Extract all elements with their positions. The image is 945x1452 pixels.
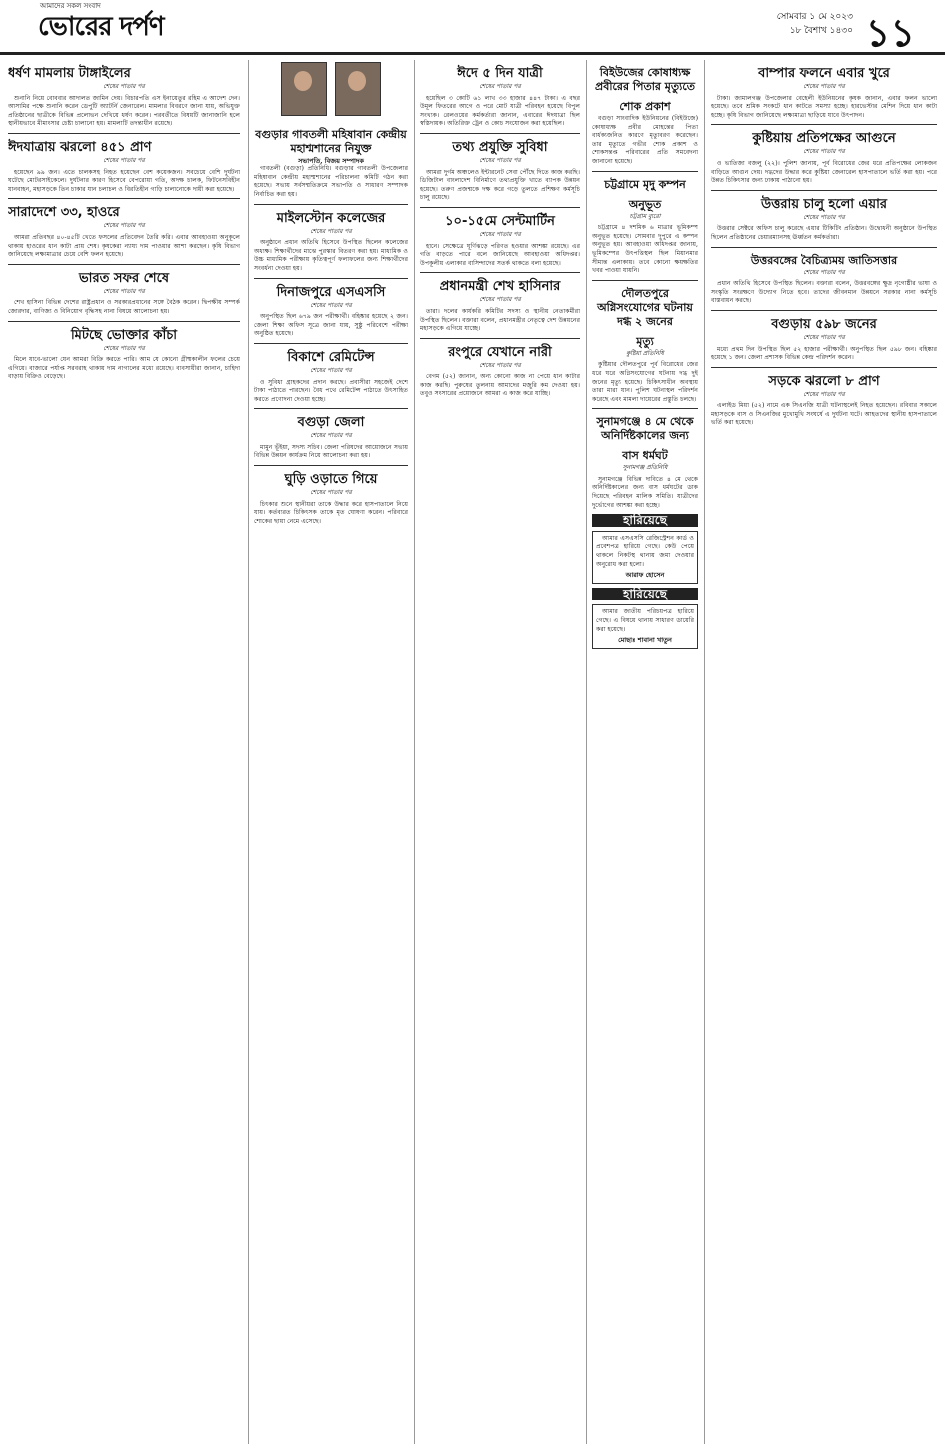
continued-label: শেষের পাতার পর bbox=[479, 230, 521, 238]
article-text: বগুড়া সাংবাদিক ইউনিয়নের (বিইউজে) কোষাধ্যক্ষ প্রবীর মোহন্তের পিতা বার্ধক্যজনিত কারণে মৃত্যুবরণ করেছেন। তার মৃত্যুতে গভীর শোক প্রকাশ ও শোকসন্তপ্ত পরিবারের প্রতি সমবেদনা জানানো হয়েছে। bbox=[592, 115, 698, 165]
article-text: অনুষ্ঠানে প্রধান অতিথি হিসেবে উপস্থিত ছিলেন কলেজের অধ্যক্ষ। শিক্ষার্থীদের মাঝে পুরস্কার বিতরণ করা হয়। মাধ্যমিক ও উচ্চ মাধ্যমিক পরীক্ষায় কৃতিত্বপূর্ণ ফলাফলের জন্য শিক্ষার্থীদের সংবর্ধনা দেওয়া হয়। bbox=[254, 239, 408, 272]
column-5 bbox=[704, 60, 937, 1444]
logo-text: ভোরের দর্পণ bbox=[38, 12, 164, 42]
headline: ঈদে ৫ দিন যাত্রী bbox=[457, 66, 543, 81]
divider bbox=[592, 280, 698, 281]
article-text: অনুপস্থিত ছিল ৬৭৯ জন পরীক্ষার্থী। বহিষ্কার হয়েছে ২ জন। জেলা শিক্ষা অফিস সূত্রে জানা যায়, সুষ্ঠু পরিবেশে পরীক্ষা অনুষ্ঠিত হয়েছে। bbox=[254, 313, 408, 338]
headline: বগুড়ার গাবতলী মহিষাবান কেন্দ্রীয় মহাশ্মশানের নিযুক্ত bbox=[255, 127, 407, 155]
article-text: মিলে যাবে-ভালো যেন আমরা বিক্রি করতে পারি। আম যে কোনো গ্রীষ্মকালীন ফলের চেয়ে এগিয়ে। বাজারে পর্যাপ্ত সরবরাহ থাকায় দাম নাগালের মধ্যে রয়েছে। ব্যবসায়ীরা জানান, চাহিদা বাড়ায় বিক্রিও বেড়েছে। bbox=[8, 356, 240, 381]
continued-label: শেষের পাতার পর bbox=[479, 156, 521, 164]
headline: তথ্য প্রযুক্তি সুবিধা bbox=[452, 139, 548, 155]
sub-headline: সভাপতি, বিজয় সম্পাদক bbox=[298, 156, 364, 165]
headline: বগুড়ায় ৫৯৮ জনের bbox=[771, 316, 877, 332]
article-text: চিৎকার শুনে স্থানীয়রা তাকে উদ্ধার করে হাসপাতালে নিয়ে যায়। কর্তব্যরত চিকিৎসক তাকে মৃত ঘোষণা করেন। পরিবারে শোকের ছায়া নেমে এসেছে। bbox=[254, 500, 408, 525]
column-1 bbox=[8, 60, 245, 1444]
page-number: ১১ bbox=[865, 11, 915, 55]
divider bbox=[711, 367, 937, 368]
date-gregorian: সোমবার ১ মে ২০২৩ bbox=[776, 12, 853, 22]
byline: চট্টগ্রাম ব্যুরো bbox=[629, 212, 661, 220]
headline: উত্তরবঙ্গের বৈচিত্র্যময় জাতিসত্তার bbox=[750, 253, 898, 267]
headline-continued: শোক প্রকাশ bbox=[619, 100, 671, 113]
continued-label: শেষের পাতার পর bbox=[103, 83, 145, 90]
article-text: সুনামগঞ্জে বিভিন্ন দাবিতে ৪ মে থেকে অনির্দিষ্টকালের জন্য বাস ধর্মঘটের ডাক দিয়েছে পরিবহন মালিক সমিতি। যাত্রীদের দুর্ভোগের আশঙ্কা করা হচ্ছে। bbox=[592, 475, 698, 509]
continued-label: শেষের পাতার পর bbox=[310, 366, 352, 374]
continued-label: শেষের পাতার পর bbox=[803, 390, 845, 398]
article-text: শেখ হাসিনা বিভিন্ন দেশের রাষ্ট্রপ্রধান ও সরকারপ্রধানের সঙ্গে বৈঠক করেন। দ্বিপক্ষীয় সম্পর্ক জোরদার, বাণিজ্য ও বিনিয়োগ বৃদ্ধিসহ নানা বিষয়ে আলোচনা হয়। bbox=[8, 299, 240, 315]
lost-notice bbox=[592, 604, 698, 648]
article-text: চট্টগ্রামে ৪ দশমিক ৬ মাত্রার ভূমিকম্প অনুভূত হয়েছে। সোমবার দুপুরে এ কম্পন অনুভূত হয়। আবহাওয়া অধিদপ্তর জানায়, ভূমিকম্পের উৎপত্তিস্থল ছিল মিয়ানমার সীমান্ত এলাকায়। তবে কোনো ক্ষয়ক্ষতির খবর পাওয়া যায়নি। bbox=[592, 224, 698, 275]
headline: সুনামগঞ্জে ৪ মে থেকে অনির্দিষ্টকালের জন্য bbox=[596, 415, 694, 443]
divider bbox=[711, 124, 937, 125]
headline-continued: মৃত্যু bbox=[636, 334, 654, 348]
divider bbox=[8, 264, 240, 265]
portrait-photo bbox=[281, 62, 327, 116]
headline-continued: বাস ধর্মঘট bbox=[622, 449, 668, 463]
article-text: এলাইড মিয়া (৫২) নামে এক সিএনজি যাত্রী ঘটনাস্থলেই নিহত হয়েছেন। রবিবার সকালে মহাসড়কে বাস ও সিএনজির মুখোমুখি সংঘর্ষে এ দুর্ঘটনা ঘটে। আহতদের স্থানীয় হাসপাতালে ভর্তি করা হয়েছে। bbox=[711, 402, 937, 427]
column-2 bbox=[248, 60, 413, 1444]
dateline bbox=[777, 10, 853, 38]
continued-label: শেষের পাতার পর bbox=[803, 83, 845, 90]
divider bbox=[254, 343, 408, 344]
headline: বিইউজের কোষাধ্যক্ষ প্রবীরের পিতার মৃত্যুতে bbox=[595, 66, 695, 93]
article-text: টাকা। জামালগঞ্জ উপজেলার বেহেলী ইউনিয়নের কৃষক জানান, এবার ফলন ভালো হয়েছে। তবে শ্রমিক সংকটে ধান কাটতে সমস্যা হচ্ছে। হারভেস্টার মেশিন দিয়ে ধান কাটা হচ্ছে। কৃষি বিভাগ জানিয়েছে লক্ষ্যমাত্রা ছাড়িয়ে যাবে উৎপাদন। bbox=[711, 94, 937, 119]
byline: কুষ্টিয়া প্রতিনিধি bbox=[626, 349, 664, 357]
continued-label: শেষের পাতার পর bbox=[803, 213, 845, 221]
divider bbox=[592, 408, 698, 409]
headline: বগুড়া জেলা bbox=[297, 415, 365, 431]
article-text: উত্তরার সেক্টরে অফিস চালু করেছে এয়ার টিকিটিং প্রতিষ্ঠান। উদ্বোধনী অনুষ্ঠানে উপস্থিত ছিলেন প্রতিষ্ঠানের চেয়ারম্যানসহ ঊর্ধ্বতন কর্মকর্তারা। bbox=[711, 225, 937, 241]
date-bengali: ১৮ বৈশাখ ১৪৩০ bbox=[789, 26, 853, 36]
portrait-photo bbox=[335, 62, 381, 116]
column-3 bbox=[414, 60, 585, 1444]
lost-notice-name: আরাফ হোসেন bbox=[625, 571, 665, 580]
headline: ধর্ষণ মামলায় টাঙ্গাইলের bbox=[8, 66, 131, 81]
headline: দিনাজপুরে এসএসসি bbox=[276, 284, 386, 300]
continued-label: শেষের পাতার পর bbox=[803, 148, 845, 156]
continued-label: শেষের পাতার পর bbox=[103, 222, 145, 230]
headline: ঘুড়ি ওড়াতে গিয়ে bbox=[284, 472, 378, 488]
continued-label: শেষের পাতার পর bbox=[310, 489, 352, 497]
headline: বাম্পার ফলনে এবার খুরে bbox=[758, 66, 890, 81]
headline-continued: অনুভূত bbox=[628, 197, 662, 211]
divider bbox=[420, 207, 580, 208]
headline: সারাদেশে ৩৩, হাওরে bbox=[8, 205, 120, 221]
headline: চট্টগ্রামে মৃদু কম্পন bbox=[604, 177, 686, 191]
article-text: আমরা দুর্গম অঞ্চলেও ইন্টারনেট সেবা পৌঁছে দিতে কাজ করছি। ডিজিটাল বাংলাদেশ বিনির্মাণে তথ্যপ্রযুক্তি খাতে ব্যাপক উন্নয়ন হয়েছে। তরুণ প্রজন্মকে দক্ষ করে গড়ে তুলতে প্রশিক্ষণ কর্মসূচি চালু রয়েছে। bbox=[420, 168, 580, 202]
lost-notice-name: মোছাঃ শাবানা খাতুন bbox=[618, 636, 672, 645]
divider bbox=[420, 272, 580, 273]
newspaper-logo bbox=[38, 2, 164, 50]
continued-label: শেষের পাতার পর bbox=[310, 227, 352, 235]
masthead bbox=[0, 0, 945, 55]
headline: উত্তরায় চালু হলো এয়ার bbox=[760, 196, 888, 212]
article-text: ও সুবিধা গ্রাহকদের প্রদান করছে। প্রবাসীরা সহজেই দেশে টাকা পাঠাতে পারছেন। বৈধ পথে রেমিটেন্স পাঠাতে উৎসাহিত করতে প্রণোদনা দেওয়া হচ্ছে। bbox=[254, 378, 408, 403]
continued-label: শেষের পাতার পর bbox=[310, 432, 352, 440]
headline: কুষ্টিয়ায় প্রতিপক্ষের আগুনে bbox=[752, 131, 896, 147]
headline: ঈদযাত্রায় ঝরলো ৪৫১ প্রাণ bbox=[8, 139, 152, 155]
divider bbox=[592, 171, 698, 172]
continued-label: শেষের পাতার পর bbox=[103, 287, 145, 295]
divider bbox=[254, 204, 408, 205]
lost-notice-text: আমার এসএসসি রেজিস্ট্রেশন কার্ড ও প্রবেশপত্র হারিয়ে গেছে। কেউ পেয়ে থাকলে নিকটস্থ থানায় জমা দেওয়ার অনুরোধ করা হলো। bbox=[596, 534, 694, 568]
lost-notice-text: আমার জাতীয় পরিচয়পত্র হারিয়ে গেছে। এ বিষয়ে থানায় সাধারণ ডায়েরি করা হয়েছে। bbox=[596, 608, 694, 633]
headline: মিটছে ভোক্তার কাঁচা bbox=[70, 327, 178, 343]
divider bbox=[8, 133, 240, 134]
logo-tagline: আমাদের সকল সংবাদ bbox=[40, 2, 101, 10]
continued-label: শেষের পাতার পর bbox=[803, 268, 845, 276]
lost-notice-title: হারিয়েছে bbox=[592, 514, 698, 527]
column-4 bbox=[586, 60, 703, 1444]
divider bbox=[711, 310, 937, 311]
article-text: হয়েছেন ৯৯ জন। এতে চালকসহ নিহত হয়েছেন বেশ কয়েকজন। সবচেয়ে বেশি দুর্ঘটনা ঘটেছে মোটরসাইকেলে। দুর্ঘটনার কারণ হিসেবে বেপরোয়া গতি, অদক্ষ চালক, ফিটনেসবিহীন যানবাহন, মহাসড়কে তিন চাকার যান চলাচল ও বিরতিহীন গাড়ি চালানোকে দায়ী করা হয়েছে। bbox=[8, 168, 240, 193]
article-text: বেগম (৫২) জানান, অন্য কোনো কাজ না পেয়ে ধান কাটার কাজ করছি। পুরুষের তুলনায় আমাদের মজুরি কম দেওয়া হয়। তবুও সংসারের প্রয়োজনে আমরা এ কাজ করে যাচ্ছি। bbox=[420, 373, 580, 398]
article-text: মামুন ভূঁইয়া, সদস্য সচিব। জেলা পরিষদের আয়োজনে সভায় বিভিন্ন উন্নয়ন কার্যক্রম নিয়ে আলোচনা করা হয়। bbox=[254, 443, 408, 460]
lost-notice-title: হারিয়েছে bbox=[592, 588, 698, 601]
divider bbox=[711, 190, 937, 191]
article-text: আমরা প্রতিবছর ৪০-৪৫টি খেতে ফসলের প্রতিবেদন তৈরি করি। এবার আবহাওয়া অনুকূলে থাকায় হাওরের ধান কাটা প্রায় শেষ। কৃষকেরা ন্যায্য দাম পাওয়ার আশা করছেন। কৃষি বিভাগ জানিয়েছে লক্ষ্যমাত্রার চেয়ে বেশি ফলন হয়েছে। bbox=[8, 233, 240, 259]
continued-label: শেষের পাতার পর bbox=[803, 333, 845, 341]
continued-label: শেষের পাতার পর bbox=[103, 156, 145, 164]
headline: ভারত সফর শেষে bbox=[78, 270, 169, 286]
article-text: হানে। সেক্ষেত্রে ঘূর্ণিঝড়ে পরিণত হওয়ার আশঙ্কা রয়েছে। এর গতি বাড়তে পারে বলে জানিয়েছে আবহাওয়া অধিদপ্তর। উপকূলীয় এলাকার বাসিন্দাদের সতর্ক থাকতে বলা হয়েছে। bbox=[420, 242, 580, 267]
article-text: তারা। দলের কার্যকরি কমিটির সদস্য ও স্থানীয় নেতাকর্মীরা উপস্থিত ছিলেন। বক্তারা বলেন, প্রধানমন্ত্রীর নেতৃত্বে দেশ উন্নয়নের মহাসড়কে এগিয়ে যাচ্ছে। bbox=[420, 307, 580, 333]
divider bbox=[420, 338, 580, 339]
article-text: হয়েছিল ৩ কোটি ৬১ লাখ ৩৩ হাজার ৪৪৭ টাকা। এ বছর উমূল ফিতরের আগে ও পরে মোট যাত্রী পরিবহন হয়েছে বিপুল সংখ্যক। রেলওয়ের কর্মকর্তারা জানান, এবারের ঈদযাত্রা ছিল স্বস্তিদায়ক। অতিরিক্ত ট্রেন ও কোচ সংযোজন করা হয়েছিল। bbox=[420, 94, 580, 128]
continued-label: শেষের পাতার পর bbox=[310, 301, 352, 309]
byline: সুনামগঞ্জ প্রতিনিধি bbox=[622, 464, 668, 472]
continued-label: শেষের পাতার পর bbox=[479, 83, 521, 90]
divider bbox=[420, 133, 580, 134]
headline: দৌলতপুরে অগ্নিসংযোগের ঘটনায় দগ্ধ ২ জনের bbox=[597, 286, 693, 328]
article-text: ও ভাতিজা বজলু (২২)। পুলিশ জানায়, পূর্ব বিরোধের জের ধরে প্রতিপক্ষের লোকজন বাড়িতে আগুন দেয়। দগ্ধদের উদ্ধার করে কুষ্টিয়া জেনারেল হাসপাতালে ভর্তি করা হয়। পরে উন্নত চিকিৎসার জন্য ঢাকায় পাঠানো হয়। bbox=[711, 159, 937, 185]
divider bbox=[254, 408, 408, 409]
continued-label: শেষের পাতার পর bbox=[479, 361, 521, 369]
divider bbox=[8, 321, 240, 322]
divider bbox=[711, 247, 937, 248]
article-text: কুষ্টিয়ার দৌলতপুরে পূর্ব বিরোধের জের ধরে ঘরে অগ্নিসংযোগের ঘটনায় দগ্ধ দুই জনের মৃত্যু হয়েছে। চিকিৎসাধীন অবস্থায় তারা মারা যান। পুলিশ ঘটনাস্থল পরিদর্শন করেছে এবং মামলা দায়েরের প্রস্তুতি চলছে। bbox=[592, 361, 698, 403]
headline: সড়কে ঝরলো ৮ প্রাণ bbox=[768, 373, 880, 389]
headline: প্রধানমন্ত্রী শেখ হাসিনার bbox=[439, 279, 561, 295]
headline: ১০-১৫মে সেন্টমার্টিন bbox=[445, 213, 555, 229]
continued-label: শেষের পাতার পর bbox=[479, 296, 521, 304]
continued-label: শেষের পাতার পর bbox=[103, 344, 145, 352]
article-text: মধ্যে প্রথম দিন উপস্থিত ছিল ৫২ হাজার পরীক্ষার্থী। অনুপস্থিত ছিল ৫৯৮ জন। বহিষ্কার হয়েছে ১ জন। জেলা প্রশাসক বিভিন্ন কেন্দ্র পরিদর্শন করেন। bbox=[711, 345, 937, 362]
divider bbox=[254, 465, 408, 466]
divider bbox=[8, 198, 240, 199]
portrait-photos bbox=[254, 60, 408, 122]
article-text: প্রধান অতিথি হিসেবে উপস্থিত ছিলেন। বক্তারা বলেন, উত্তরবঙ্গের ক্ষুদ্র নৃগোষ্ঠীর ভাষা ও সংস্কৃতি সংরক্ষণে উদ্যোগ নিতে হবে। তাদের জীবনমান উন্নয়নে সরকার নানা কর্মসূচি বাস্তবায়ন করছে। bbox=[711, 280, 937, 305]
headline: মাইলস্টোন কলেজের bbox=[276, 210, 386, 226]
divider bbox=[254, 278, 408, 279]
lost-notice bbox=[592, 531, 698, 584]
headline: বিকাশে রেমিটেন্স bbox=[287, 349, 375, 365]
article-text: শুনানি নিয়ে বোববার আদালত জামিন দেয়। বিচারপতি এস ইনায়েতুর রহিম এ আদেশ দেন। আসামির পক্ষে শুনানি করেন ডেপুটি অ্যাটর্নি জেনারেল। মামলার বিবরণে জানা যায়, অভিযুক্ত প্রতিষ্ঠানের ছাত্রীকে বিভিন্ন প্রলোভন দেখিয়ে ধর্ষণ করেন। পরবর্তীতে বিষয়টি জানাজানি হলে স্থানীয়ভাবে মীমাংসার চেষ্টা চালানো হয়। মামলাটি তদন্তাধীন রয়েছে। bbox=[8, 94, 240, 128]
headline: রংপুরে যেখানে নারী bbox=[448, 344, 552, 360]
article-text: গাবতলী (বগুড়া) প্রতিনিধি। বগুড়ার গাবতলী উপজেলার মহিষাবান কেন্দ্রীয় মহাশ্মশানের পরিচালনা কমিটি গঠন করা হয়েছে। সভায় সর্বসম্মতিক্রমে সভাপতি ও সাধারণ সম্পাদক নির্বাচিত করা হয়। bbox=[254, 165, 408, 198]
